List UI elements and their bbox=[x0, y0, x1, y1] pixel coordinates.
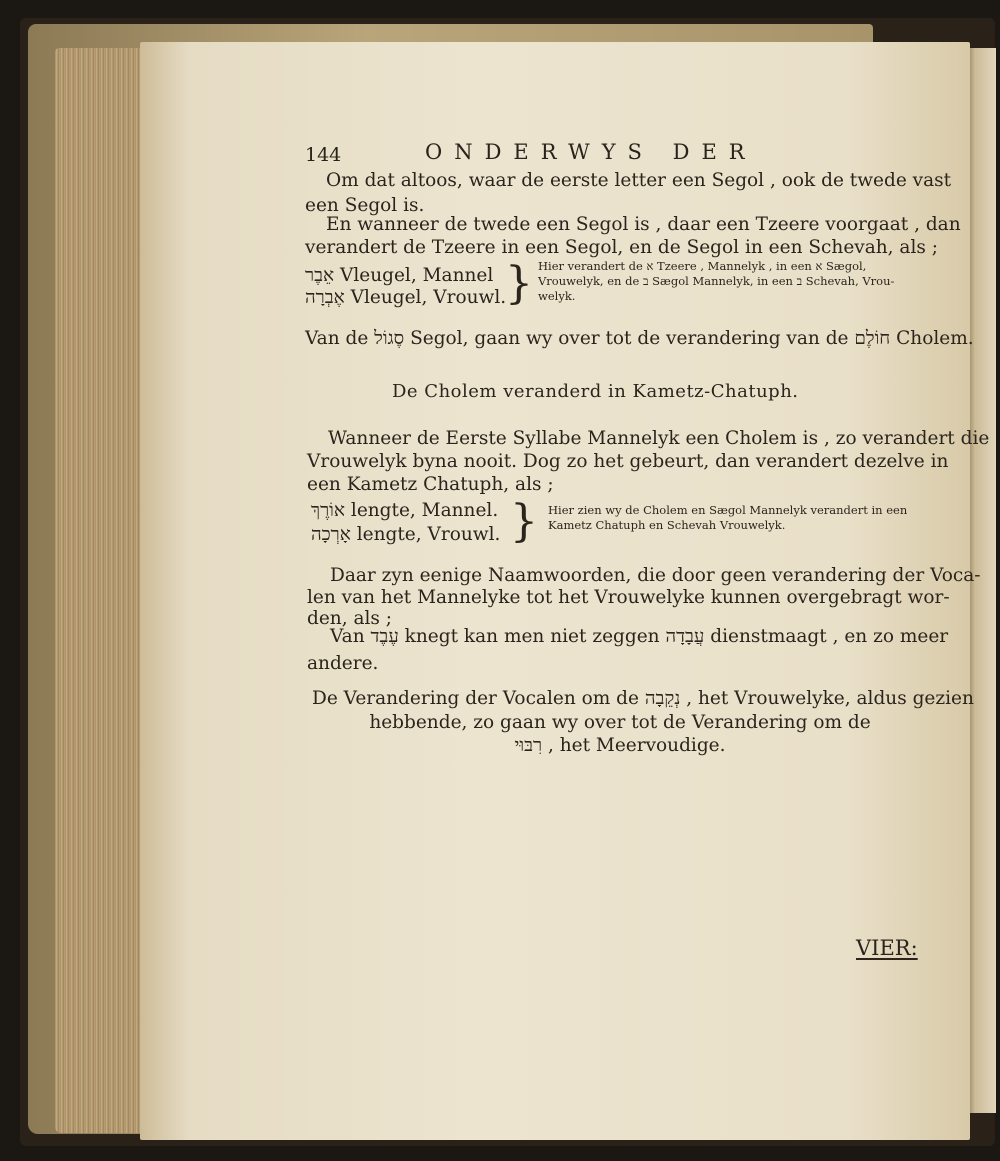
para3-line3: een Kametz Chatuph, als ; bbox=[307, 474, 554, 495]
example1-note-line1: Hier verandert de א Tzeere , Mannelyk , in een א Sægol, bbox=[538, 259, 867, 273]
conclusion-line3: רִבּוּי , het Meervoudige. bbox=[514, 735, 726, 756]
example1-note-line2: Vrouwelyk, en de ב Sægol Mannelyk, in een ב Schevah, Vrou- bbox=[538, 274, 895, 288]
example2-brace: } bbox=[510, 496, 538, 547]
page-number: 144 bbox=[305, 144, 342, 166]
para2-line1: En wanneer de twede een Segol is , daar een Tzeere voorgaat , dan bbox=[326, 214, 961, 235]
para5-line2: andere. bbox=[307, 653, 379, 674]
example1-note-line3: welyk. bbox=[538, 289, 576, 303]
page-header bbox=[305, 140, 825, 172]
example1-note bbox=[538, 259, 928, 304]
example2-row2: אָרְכָה lengte, Vrouwl. bbox=[311, 524, 501, 545]
para4-line2: len van het Mannelyke tot het Vrouwelyke kunnen overgebragt wor- bbox=[307, 587, 950, 608]
para3-line2: Vrouwelyk byna nooit. Dog zo het gebeurt, dan verandert dezelve in bbox=[307, 451, 949, 472]
para5-line1: Van עֶבֶד knegt kan men niet zeggen עֲבָדָה dienstmaagt , en zo meer bbox=[330, 626, 949, 647]
transition-line: Van de סֶגוֹל Segol, gaan wy over tot de verandering van de חוֹלֶם Cholem. bbox=[305, 328, 974, 349]
para4-line3: den, als ; bbox=[307, 608, 393, 629]
example2-note-line1: Hier zien wy de Cholem en Sægol Mannelyk verandert in een bbox=[548, 503, 908, 517]
para4-line1: Daar zyn eenige Naamwoorden, die door geen verandering der Voca- bbox=[330, 565, 981, 586]
section-heading: De Cholem veranderd in Kametz-Chatuph. bbox=[392, 381, 799, 402]
para3-line1: Wanneer de Eerste Syllabe Mannelyk een Cholem is , zo verandert die bbox=[328, 428, 990, 449]
conclusion-line2: hebbende, zo gaan wy over tot de Verandering om de bbox=[369, 712, 871, 733]
para1-line1: Om dat altoos, waar de eerste letter een Segol , ook de twede vast bbox=[326, 170, 952, 191]
para2-line2: verandert de Tzeere in een Segol, en de Segol in een Schevah, als ; bbox=[305, 237, 938, 258]
example1-row2: אֶבְרָה Vleugel, Vrouwl. bbox=[305, 287, 507, 308]
example1-row1: אֵבֶר Vleugel, Mannel bbox=[305, 265, 494, 286]
example1-brace: } bbox=[505, 258, 533, 309]
para1-line2: een Segol is. bbox=[305, 195, 425, 216]
conclusion-line1: De Verandering der Vocalen om de נְקֵבָה , het Vrouwelyke, aldus gezien bbox=[312, 688, 974, 709]
example2-note bbox=[548, 503, 928, 533]
example2-row1: אוֹרֶךְ lengte, Mannel. bbox=[311, 500, 499, 521]
running-head: ONDERWYS DER bbox=[425, 140, 757, 164]
catchword: VIER: bbox=[856, 936, 918, 960]
example2-note-line2: Kametz Chatuph en Schevah Vrouwelyk. bbox=[548, 518, 786, 532]
